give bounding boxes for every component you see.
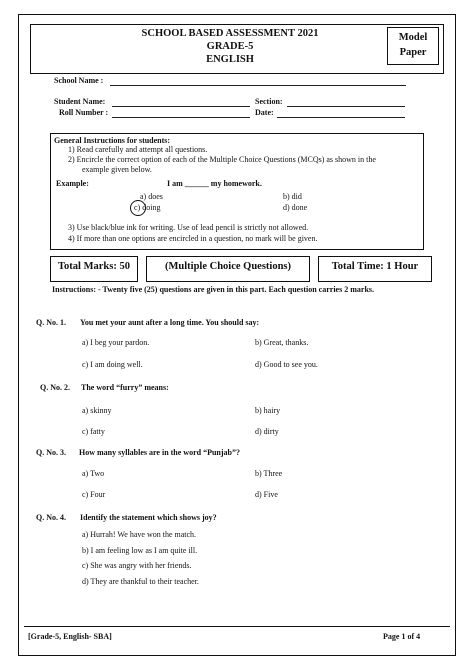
- q1-option-a[interactable]: a) I beg your pardon.: [82, 338, 150, 347]
- roll-number-label: Roll Number :: [59, 108, 109, 117]
- question-number: Q. No. 2.: [40, 383, 70, 392]
- q2-option-d[interactable]: d) dirty: [255, 427, 279, 436]
- question-text: How many syllables are in the word “Punjab”?: [79, 448, 240, 457]
- q2-option-b[interactable]: b) hairy: [255, 406, 281, 415]
- q4-option-b[interactable]: b) I am feeling low as I am quite ill.: [82, 546, 198, 555]
- paper-label: Paper: [399, 47, 427, 58]
- question-text: Identify the statement which shows joy?: [80, 513, 217, 522]
- example-option-b: b) did: [283, 192, 302, 201]
- instruction-1: 1) Read carefully and attempt all questions.: [68, 145, 208, 154]
- instruction-2: 2) Encircle the correct option of each of the Multiple Choice Questions (MCQs) as shown in the: [68, 155, 376, 164]
- instruction-4: 4) If more than one options are encircled in a question, no mark will be given.: [68, 234, 318, 243]
- example-option-a: a) does: [140, 192, 163, 201]
- school-name-label: School Name :: [54, 76, 104, 85]
- q4-option-d[interactable]: d) They are thankful to their teacher.: [82, 577, 199, 586]
- instruction-2-cont: example given below.: [82, 165, 152, 174]
- grade-title: GRADE-5: [206, 41, 254, 52]
- q1-option-b[interactable]: b) Great, thanks.: [255, 338, 309, 347]
- roll-number-line[interactable]: [112, 117, 250, 118]
- footer-left: [Grade-5, English- SBA]: [28, 632, 112, 641]
- school-name-line[interactable]: [110, 85, 406, 86]
- student-name-label: Student Name:: [54, 97, 106, 106]
- q4-option-c[interactable]: c) She was angry with her friends.: [82, 561, 192, 570]
- question-text: You met your aunt after a long time. You should say:: [80, 318, 260, 327]
- assessment-title: SCHOOL BASED ASSESSMENT 2021: [141, 28, 319, 39]
- example-sentence: I am ______ my homework.: [167, 179, 262, 188]
- section-instructions: Instructions: - Twenty five (25) questions are given in this part. Each question carries 2 marks.: [52, 285, 374, 294]
- student-name-line[interactable]: [112, 106, 250, 107]
- date-label: Date:: [255, 108, 274, 117]
- instructions-title: General Instructions for students:: [54, 136, 171, 145]
- q3-option-c[interactable]: c) Four: [82, 490, 106, 499]
- date-line[interactable]: [277, 117, 405, 118]
- example-option-c: c) doing: [134, 203, 161, 212]
- page-number: Page 1 of 4: [383, 632, 421, 641]
- section-line[interactable]: [287, 106, 405, 107]
- question-number: Q. No. 4.: [36, 513, 66, 522]
- subject-title: ENGLISH: [206, 54, 254, 65]
- q4-option-a[interactable]: a) Hurrah! We have won the match.: [82, 530, 197, 539]
- total-time-box: Total Time: 1 Hour: [318, 256, 432, 282]
- q2-option-c[interactable]: c) fatty: [82, 427, 105, 436]
- model-paper-badge: [387, 27, 439, 65]
- question-number: Q. No. 1.: [36, 318, 66, 327]
- section-label: Section:: [255, 97, 283, 106]
- footer-divider: [24, 626, 450, 627]
- example-option-d: d) done: [283, 203, 308, 212]
- q3-option-d[interactable]: d) Five: [255, 490, 278, 499]
- question-text: The word “furry” means:: [81, 383, 169, 392]
- example-circle-mark: [130, 200, 146, 216]
- q2-option-a[interactable]: a) skinny: [82, 406, 112, 415]
- q1-option-d[interactable]: d) Good to see you.: [255, 360, 318, 369]
- q3-option-b[interactable]: b) Three: [255, 469, 283, 478]
- q1-option-c[interactable]: c) I am doing well.: [82, 360, 143, 369]
- example-label: Example:: [56, 179, 89, 188]
- question-number: Q. No. 3.: [36, 448, 66, 457]
- instruction-3: 3) Use black/blue ink for writing. Use of lead pencil is strictly not allowed.: [68, 223, 309, 232]
- q3-option-a[interactable]: a) Two: [82, 469, 105, 478]
- section-title-box: (Multiple Choice Questions): [146, 256, 310, 282]
- total-marks-box: Total Marks: 50: [50, 256, 138, 282]
- model-label: Model: [398, 32, 428, 43]
